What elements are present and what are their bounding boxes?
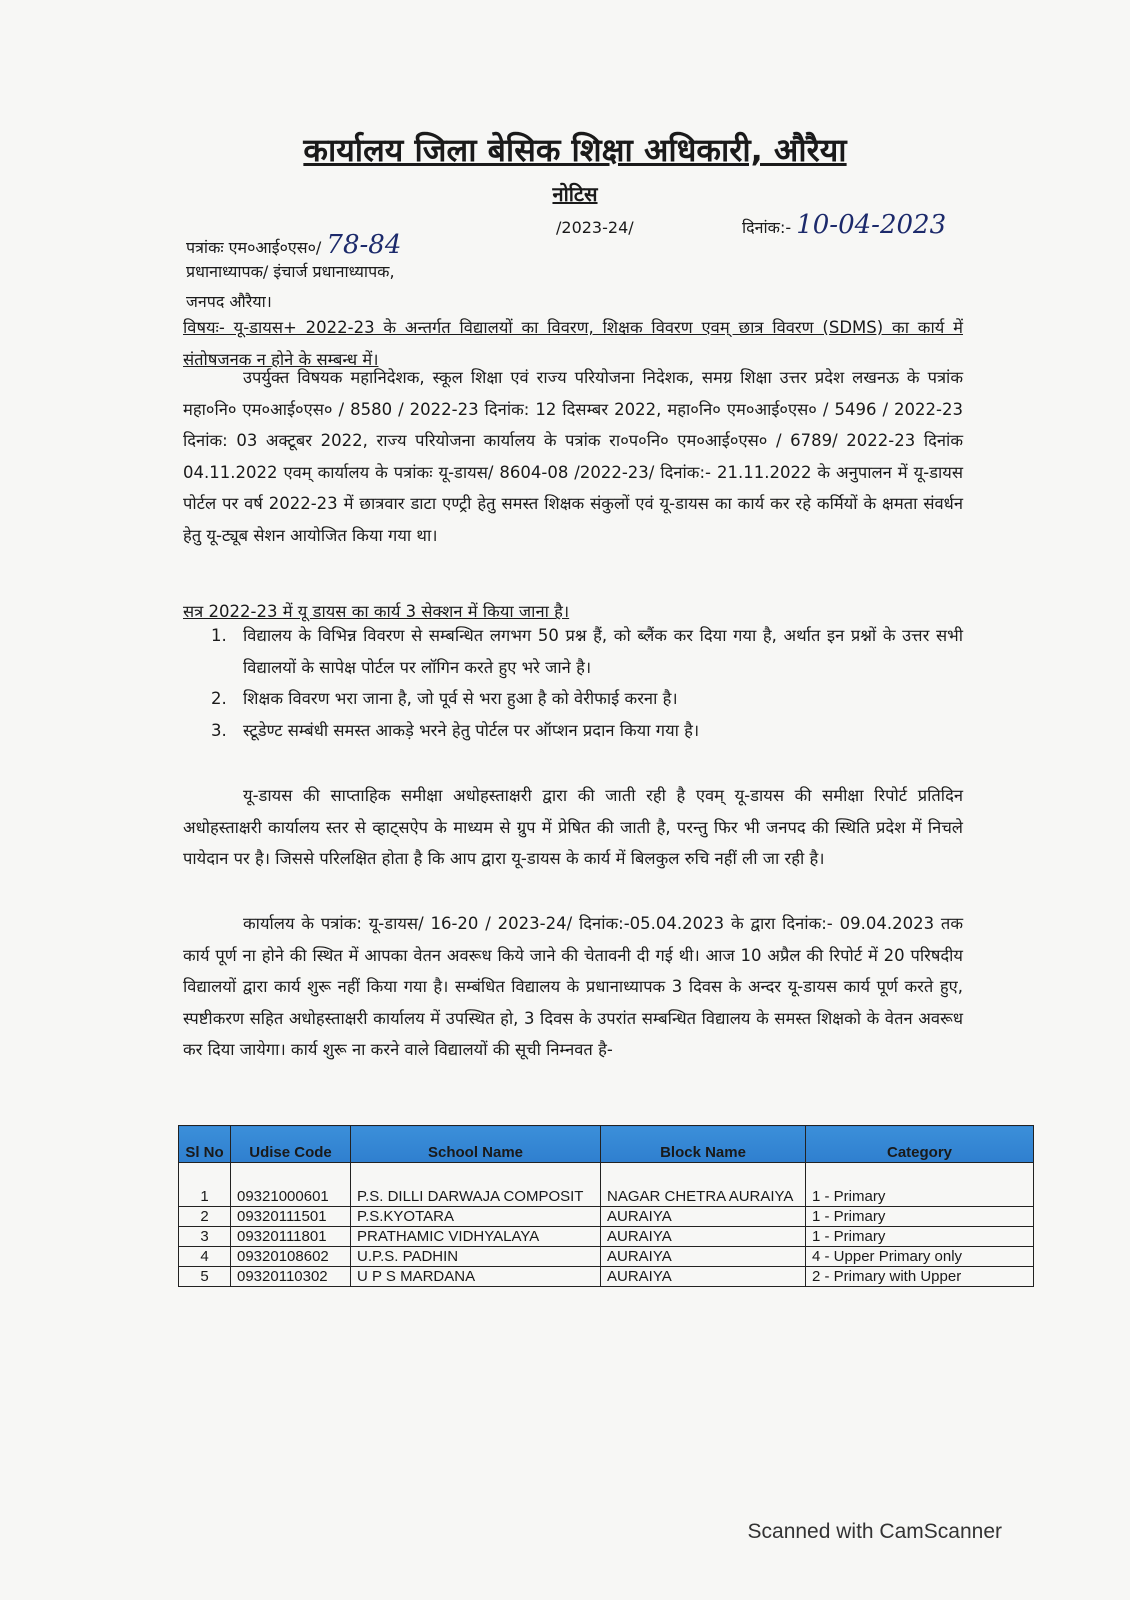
item-text: शिक्षक विवरण भरा जाना है, जो पूर्व से भरा हुआ है को वेरीफाई करना है। xyxy=(243,689,678,708)
camscanner-watermark: Scanned with CamScanner xyxy=(747,1520,1002,1543)
cell-block: AURAIYA xyxy=(601,1247,806,1267)
cell-category: 2 - Primary with Upper xyxy=(806,1267,1034,1287)
cell-sl: 3 xyxy=(179,1227,231,1247)
item-number: 1. xyxy=(211,626,227,645)
header-school-name: School Name xyxy=(351,1126,601,1163)
table-row xyxy=(179,1163,1034,1207)
office-title: कार्यालय जिला बेसिक शिक्षा अधिकारी, औरैया xyxy=(303,131,847,169)
cell-udise: 09320110302 xyxy=(231,1267,351,1287)
header-sl-no: Sl No xyxy=(179,1126,231,1163)
session: /2023-24/ xyxy=(556,218,634,237)
paragraph-3: कार्यालय के पत्रांक: यू-डायस/ 16-20 / 2023-24/ दिनांक:-05.04.2023 के द्वारा दिनांक:- 09.04.2023 तक कार्य पूर्ण ना होने की स्थित में आपका वेतन अवरूध किये जाने की चेतावनी दी गई थी। आज 10 अप्रैल की रिपोर्ट में 20 परिषदीय विद्यालयों द्वारा कार्य शुरू नहीं किया गया है। सम्बंधित विद्यालय के प्रधानाध्यापक 3 दिवस के अन्दर यू-डायस कार्य पूर्ण करते हुए, स्पष्टीकरण सहित अधोहस्ताक्षरी कार्यालय में उपस्थित हो, 3 दिवस के उपरांत सम्बन्धित विद्यालय के समस्त शिक्षको के वेतन अवरूध कर दिया जायेगा। कार्य शुरू ना करने वाले विद्यालयों की सूची निम्नवत है- xyxy=(183,914,963,1059)
cell-udise: 09321000601 xyxy=(231,1163,351,1207)
cell-block: AURAIYA xyxy=(601,1207,806,1227)
cell-category: 4 - Upper Primary only xyxy=(806,1247,1034,1267)
sections-heading: सत्र 2022-23 में यू डायस का कार्य 3 सेक्शन में किया जाना है। xyxy=(183,602,570,621)
notice-heading: नोटिस xyxy=(552,182,598,206)
cell-block: AURAIYA xyxy=(601,1227,806,1247)
cell-sl: 4 xyxy=(179,1247,231,1267)
item-text: विद्यालय के विभिन्न विवरण से सम्बन्धित लगभग 50 प्रश्न हैं, को ब्लैंक कर दिया गया है, अर्थात इन प्रश्नों के उत्तर सभी विद्यालयों के सापेक्ष पोर्टल पर लॉगिन करते हुए भरे जाने है। xyxy=(243,626,963,677)
table-row xyxy=(179,1267,1034,1287)
reference-number xyxy=(186,230,401,260)
cell-school: PRATHAMIC VIDHYALAYA xyxy=(351,1227,601,1247)
sections-list xyxy=(183,620,963,746)
paragraph-2: यू-डायस की साप्ताहिक समीक्षा अधोहस्ताक्षरी द्वारा की जाती रही है एवम् यू-डायस की समीक्षा रिपोर्ट प्रतिदिन अधोहस्ताक्षरी कार्यालय स्तर से व्हाट्सऐप के माध्यम से ग्रुप में प्रेषित की जाती है, परन्तु फिर भी जनपद की स्थिति प्रदेश में निचले पायेदान पर है। जिससे परिलक्षित होता है कि आप द्वारा यू-डायस के कार्य में बिलकुल रुचि नहीं ली जा रही है। xyxy=(183,786,963,868)
date-handwritten: 10-04-2023 xyxy=(796,210,947,240)
item-number: 3. xyxy=(211,720,227,740)
cell-block: NAGAR CHETRA AURAIYA xyxy=(601,1163,806,1207)
table-row xyxy=(179,1207,1034,1227)
cell-sl: 5 xyxy=(179,1267,231,1287)
reference-handwritten: 78-84 xyxy=(326,230,402,260)
section-item xyxy=(183,715,963,747)
cell-udise: 09320108602 xyxy=(231,1247,351,1267)
cell-school: U.P.S. PADHIN xyxy=(351,1247,601,1267)
table-row xyxy=(179,1247,1034,1267)
table-row xyxy=(179,1227,1034,1247)
date-label: दिनांक:- xyxy=(742,218,792,237)
paragraph-1: उपर्युक्त विषयक महानिदेशक, स्कूल शिक्षा एवं राज्य परियोजना निदेशक, समग्र शिक्षा उत्तर प्रदेश लखनऊ के पत्रांक महा०नि० एम०आई०एस० / 8580 / 2022-23 दिनांक: 12 दिसम्बर 2022, महा०नि० एम०आई०एस० / 5496 / 2022-23 दिनांक: 03 अक्टूबर 2022, राज्य परियोजना कार्यालय के पत्रांक रा०प०नि० एम०आई०एस० / 6789/ 2022-23 दिनांक 04.11.2022 एवम् कार्यालय के पत्रांकः यू-डायस/ 8604-08 /2022-23/ दिनांक:- 21.11.2022 के अनुपालन में यू-डायस पोर्टल पर वर्ष 2022-23 में छात्रवार डाटा एण्ट्री हेतु समस्त शिक्षक संकुलों एवं यू-डायस का कार्य कर रहे कर्मियों के क्षमता संवर्धन हेतु यू-ट्यूब सेशन आयोजित किया गया था। xyxy=(183,368,963,545)
table-header-row xyxy=(179,1126,1034,1163)
addressee-line1: प्रधानाध्यापक/ इंचार्ज प्रधानाध्यापक, xyxy=(186,262,395,281)
subject: विषयः- यू-डायस+ 2022-23 के अन्तर्गत विद्यालयों का विवरण, शिक्षक विवरण एवम् छात्र विवरण (SDMS) का कार्य में संतोषजनक न होने के सम्बन्ध में। xyxy=(183,318,963,369)
item-text: स्टूडेण्ट सम्बंधी समस्त आकड़े भरने हेतु पोर्टल पर ऑप्शन प्रदान किया गया है। xyxy=(243,720,700,740)
cell-udise: 09320111801 xyxy=(231,1227,351,1247)
schools-table xyxy=(178,1125,1034,1287)
cell-school: P.S.KYOTARA xyxy=(351,1207,601,1227)
section-item xyxy=(183,620,963,683)
header-category: Category xyxy=(806,1126,1034,1163)
cell-school: P.S. DILLI DARWAJA COMPOSIT xyxy=(351,1163,601,1207)
section-item xyxy=(183,683,963,715)
reference-label: पत्रांकः एम०आई०एस०/ xyxy=(186,238,322,257)
cell-category: 1 - Primary xyxy=(806,1163,1034,1207)
item-number: 2. xyxy=(211,689,227,708)
cell-category: 1 - Primary xyxy=(806,1227,1034,1247)
date xyxy=(742,210,946,240)
cell-block: AURAIYA xyxy=(601,1267,806,1287)
header-udise-code: Udise Code xyxy=(231,1126,351,1163)
addressee-line2: जनपद औरैया। xyxy=(186,292,272,311)
cell-sl: 1 xyxy=(179,1163,231,1207)
header-block-name: Block Name xyxy=(601,1126,806,1163)
cell-category: 1 - Primary xyxy=(806,1207,1034,1227)
cell-udise: 09320111501 xyxy=(231,1207,351,1227)
cell-sl: 2 xyxy=(179,1207,231,1227)
cell-school: U P S MARDANA xyxy=(351,1267,601,1287)
